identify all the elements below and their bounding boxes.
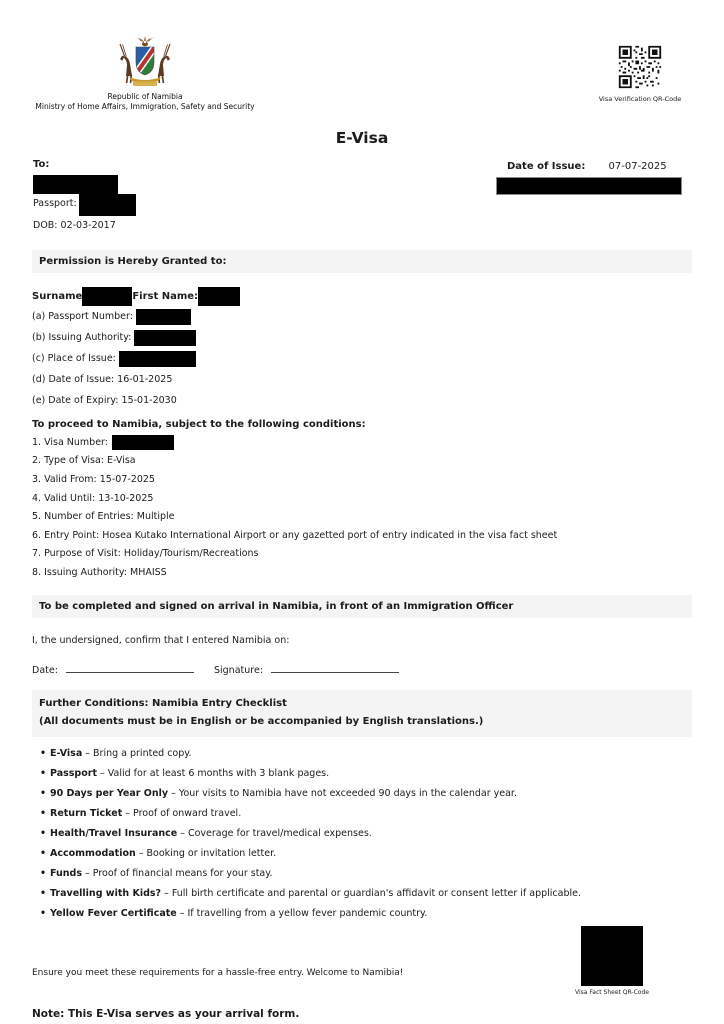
passport-number-label: (a) Passport Number: [32, 311, 133, 322]
surname-row [32, 286, 692, 306]
footer-row [32, 926, 692, 996]
checklist-term: Accommodation [50, 847, 136, 859]
checklist-desc: – Your visits to Namibia have not exceeded 90 days in the calendar year. [171, 787, 517, 799]
checklist-term: Yellow Fever Certificate [50, 907, 177, 919]
checklist-desc: – Full birth certificate and parental or guardian's affidavit or consent letter if applicable. [164, 887, 581, 899]
checklist-desc: – Proof of financial means for your stay. [85, 867, 273, 879]
visa-verification-qr-caption: Visa Verification QR-Code [598, 95, 682, 103]
permission-field [32, 348, 692, 369]
addressee-block [33, 159, 692, 241]
redacted-place-of-issue-box [119, 351, 196, 367]
signature-label: Signature: [213, 664, 264, 676]
date-of-issue-row [496, 161, 684, 172]
redacted-first-name-box [198, 287, 240, 306]
to-label: To: [33, 159, 50, 170]
permission-field [32, 306, 692, 327]
redacted-issuing-authority-box [134, 330, 196, 346]
passport-label: Passport: [33, 198, 77, 209]
condition-item [32, 452, 692, 471]
checklist-heading-band [32, 690, 692, 737]
ministry-header [33, 36, 257, 112]
issuing-authority-label: (b) Issuing Authority: [32, 332, 132, 343]
checklist-item [32, 824, 692, 844]
passport-date-of-expiry: (e) Date of Expiry: 15-01-2030 [32, 395, 177, 406]
redacted-issue-box [496, 177, 682, 195]
condition-text: 2. Type of Visa: E-Visa [32, 455, 136, 467]
redacted-fact-sheet-qr-box [581, 926, 643, 986]
date-signature-row [32, 663, 692, 679]
condition-text: 3. Valid From: 15-07-2025 [32, 473, 155, 485]
condition-text: 5. Number of Entries: Multiple [32, 511, 175, 523]
entry-checklist [32, 744, 692, 924]
page-title: E-Visa [335, 129, 389, 147]
redacted-visa-number-box [112, 435, 174, 450]
qr-code-icon [617, 44, 663, 90]
ministry-line: Ministry of Home Affairs, Immigration, Safety and Security [35, 102, 255, 111]
redacted-passport-box [79, 194, 136, 216]
condition-item [32, 507, 692, 526]
date-of-issue-block [496, 161, 684, 195]
checklist-term: Return Ticket [50, 807, 123, 819]
checklist-term: E-Visa [50, 747, 83, 759]
condition-item [32, 489, 692, 508]
date-of-issue-label: Date of Issue: [507, 161, 586, 172]
checklist-desc: – Coverage for travel/medical expenses. [180, 827, 372, 839]
republic-line: Republic of Namibia [107, 92, 183, 101]
condition-item [32, 563, 692, 582]
checklist-term: Travelling with Kids? [50, 887, 162, 899]
first-name-label: First Name: [132, 290, 199, 302]
permission-field [32, 390, 692, 411]
visa-number-label: 1. Visa Number: [32, 436, 108, 448]
date-of-issue-value: 07-07-2025 [608, 161, 667, 172]
permission-heading: Permission is Hereby Granted to: [32, 250, 692, 273]
condition-text: 6. Entry Point: Hosea Kutako International Airport or any gazetted port of entry indicated in the visa fact sheet [32, 529, 558, 541]
condition-item [32, 470, 692, 489]
passport-date-of-issue: (d) Date of Issue: 16-01-2025 [32, 374, 173, 385]
checklist-item [32, 884, 692, 904]
condition-text: 7. Purpose of Visit: Holiday/Tourism/Recreations [32, 548, 259, 560]
checklist-desc: – If travelling from a yellow fever pandemic country. [179, 907, 428, 919]
checklist-subheading: (All documents must be in English or be accompanied by English translations.) [39, 716, 484, 728]
checklist-desc: – Booking or invitation letter. [138, 847, 277, 859]
date-blank-line [66, 663, 194, 673]
permission-field [32, 369, 692, 390]
document-body [32, 250, 692, 1020]
checklist-term: Funds [50, 867, 82, 879]
namibia-coat-of-arms-icon [110, 36, 180, 88]
checklist-item [32, 744, 692, 764]
visa-fact-sheet-qr-caption: Visa Fact Sheet QR-Code [575, 988, 649, 996]
ensure-line: Ensure you meet these requirements for a hassle-free entry. Welcome to Namibia! [32, 967, 404, 978]
checklist-item [32, 864, 692, 884]
arrival-heading: To be completed and signed on arrival in Namibia, in front of an Immigration Officer [32, 595, 692, 618]
checklist-heading: Further Conditions: Namibia Entry Checklist [39, 697, 287, 709]
date-label: Date: [32, 664, 58, 676]
condition-item [32, 433, 692, 452]
passport-row [33, 194, 692, 216]
checklist-desc: – Valid for at least 6 months with 3 blank pages. [99, 767, 330, 779]
redacted-passport-number-box [136, 309, 191, 325]
signature-blank-line [271, 663, 399, 673]
checklist-term: Health/Travel Insurance [50, 827, 178, 839]
redacted-surname-box [82, 287, 132, 306]
permission-field [32, 327, 692, 348]
checklist-term: Passport [50, 767, 97, 779]
condition-item [32, 526, 692, 545]
condition-text: 8. Issuing Authority: MHAISS [32, 566, 167, 578]
checklist-item [32, 804, 692, 824]
condition-item [32, 545, 692, 564]
condition-text: 4. Valid Until: 13-10-2025 [32, 492, 154, 504]
checklist-desc: – Bring a printed copy. [85, 747, 192, 759]
arrival-statement: I, the undersigned, confirm that I entered Namibia on: [32, 634, 290, 646]
checklist-item [32, 904, 692, 924]
note-line: Note: This E-Visa serves as your arrival form. [32, 1007, 300, 1020]
checklist-item [32, 764, 692, 784]
checklist-desc: – Proof of onward travel. [125, 807, 242, 819]
dob-line: DOB: 02-03-2017 [33, 220, 116, 231]
redacted-name-box [33, 175, 118, 194]
conditions-heading: To proceed to Namibia, subject to the following conditions: [32, 419, 366, 430]
checklist-item [32, 784, 692, 804]
visa-fact-sheet-qr-block [562, 926, 662, 996]
checklist-term: 90 Days per Year Only [50, 787, 169, 799]
place-of-issue-label: (c) Place of Issue: [32, 353, 116, 364]
visa-verification-qr-block [582, 44, 698, 103]
surname-label: Surname [32, 290, 83, 302]
checklist-item [32, 844, 692, 864]
